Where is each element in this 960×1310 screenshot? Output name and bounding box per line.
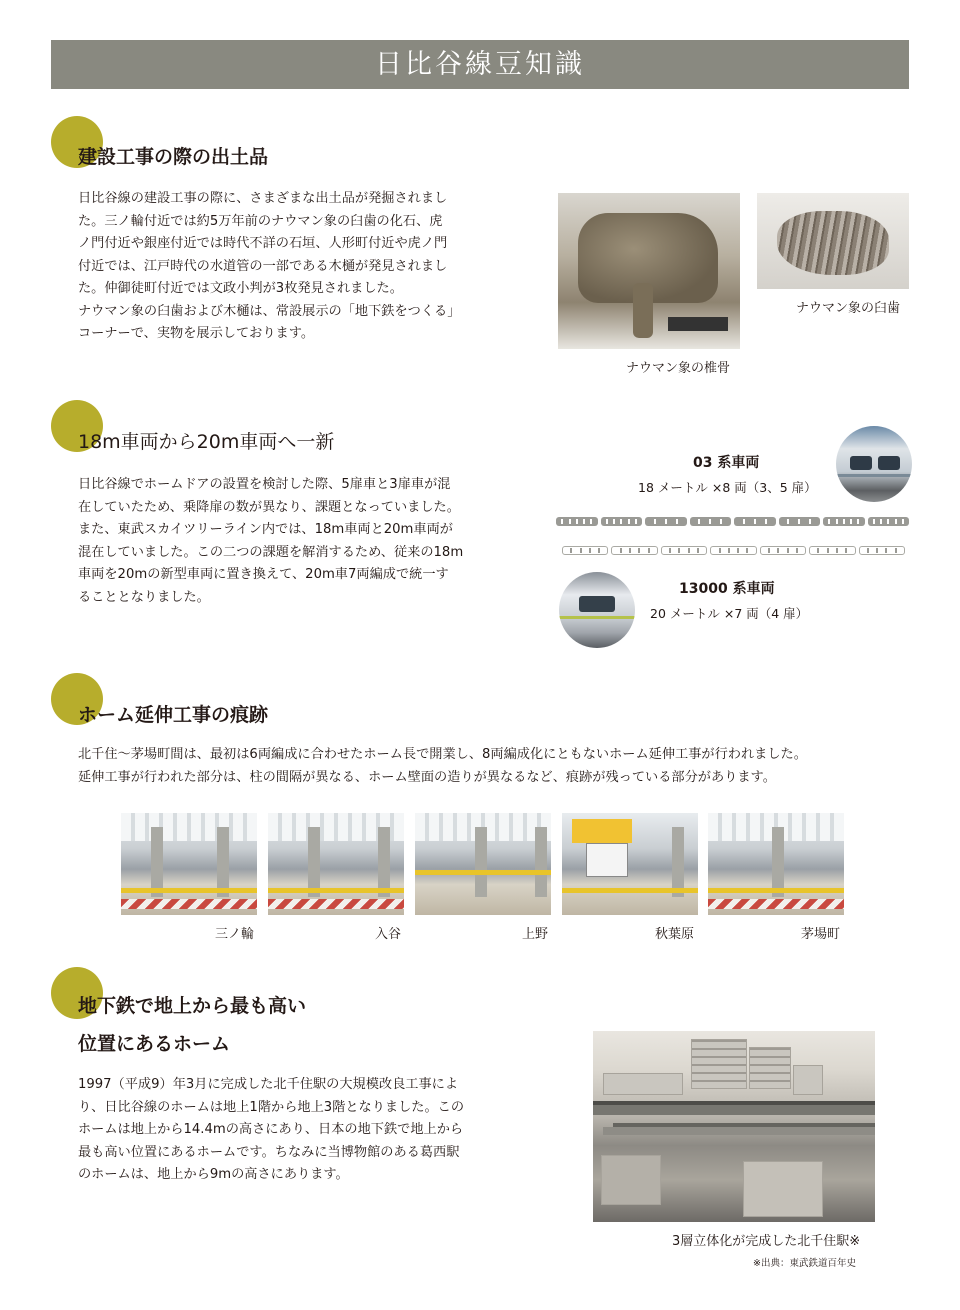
naumann-molar-caption: ナウマン象の臼歯 (796, 301, 901, 316)
section-1-body: 日比谷線の建設工事の際に、さまざまな出土品が発掘されまし た。三ノ輪付近では約5万年前のナウマン象の臼歯の化石、虎 ノ門付近や銀座付近では時代不詳の石垣、人形町付近や虎ノ門 付近では、江戸時代の水道管の一部である木樋が発見されまし た。仲御徒町付近では文政小判が3枚発見されました。 ナウマン象の臼歯および木樋は、常設展示の「地下鉄をつくる」 コーナーで、実物を展示しております。 (78, 191, 461, 341)
station-photo-akihabara (562, 813, 698, 915)
train-car (710, 546, 756, 555)
train-car (661, 546, 707, 555)
train-03-name: 03 系車両 (693, 455, 760, 471)
section-3-body: 北千住～茅場町間は、最初は6両編成に合わせたホーム長で開業し、8両編成化にともないホーム延伸工事が行われました。 延伸工事が行われた部分は、柱の間隔が異なる、ホーム壁面の造りが異なるなど、痕跡が残っている部分があります。 (78, 747, 807, 785)
train-car (601, 517, 643, 526)
train-car (868, 517, 910, 526)
train-car (734, 517, 776, 526)
naumann-molar-photo (757, 193, 909, 289)
station-photo-iriya (268, 813, 404, 915)
station-caption-minowa: 三ノ輪 (215, 927, 255, 942)
station-caption-akihabara: 秋葉原 (655, 927, 695, 942)
kita-senju-caption: 3層立体化が完成した北千住駅※ (672, 1234, 861, 1249)
page-title-banner: 日比谷線豆知識 (51, 40, 909, 89)
train-03-formation-bar (556, 517, 909, 526)
station-caption-kayabacho: 茅場町 (801, 927, 841, 942)
station-caption-ueno: 上野 (522, 927, 549, 942)
section-3-heading: ホーム延伸工事の痕跡 (78, 704, 269, 726)
section-2-body: 日比谷線でホームドアの設置を検討した際、5扉車と3扉車が混 在していたため、乗降扉の数が異なり、課題となっていました。 また、東武スカイツリーライン内では、18m車両と20m車両が 混在していました。この二つの課題を解消するため、従来の18m 車両を20mの新型車両に置き換えて、20m車7両編成で統一す ることとなりました。 (78, 477, 464, 605)
station-photo-minowa (121, 813, 257, 915)
kita-senju-station-photo (593, 1031, 875, 1222)
section-4-body: 1997（平成9）年3月に完成した北千住駅の大規模改良工事によ り、日比谷線のホームは地上1階から地上3階となりました。この ホームは地上から14.4mの高さにあり、日本の地下鉄で地上から 最も高い位置にあるホームです。ちなみに当博物館のある葛西駅 のホームは、地上から9mの高さにあります。 (78, 1077, 465, 1182)
train-13000-name: 13000 系車両 (679, 581, 775, 597)
station-photo-ueno (415, 813, 551, 915)
section-4-heading-line-1: 地下鉄で地上から最も高い (78, 995, 307, 1017)
train-car (690, 517, 732, 526)
section-4-heading-line-2: 位置にあるホーム (78, 1033, 231, 1055)
train-car (562, 546, 608, 555)
station-photo-kayabacho (708, 813, 844, 915)
train-car (645, 517, 687, 526)
train-car (556, 517, 598, 526)
naumann-vertebra-photo (558, 193, 740, 349)
train-13000-spec: 20 メートル ×7 両（4 扉） (650, 606, 809, 621)
train-car (859, 546, 905, 555)
train-car (809, 546, 855, 555)
train-car (823, 517, 865, 526)
naumann-vertebra-caption: ナウマン象の椎骨 (626, 361, 731, 376)
train-car (779, 517, 821, 526)
station-caption-iriya: 入谷 (375, 927, 402, 942)
section-2-heading: 18m車両から20m車両へ一新 (78, 431, 335, 453)
section-1-heading: 建設工事の際の出土品 (78, 146, 269, 168)
train-03-photo (836, 426, 912, 502)
source-note: ※出典：東武鉄道百年史 (753, 1258, 856, 1269)
train-03-spec: 18 メートル ×8 両（3、5 扉） (638, 480, 817, 495)
train-car (760, 546, 806, 555)
train-13000-formation-bar (562, 546, 905, 555)
train-13000-photo (559, 572, 635, 648)
train-car (611, 546, 657, 555)
